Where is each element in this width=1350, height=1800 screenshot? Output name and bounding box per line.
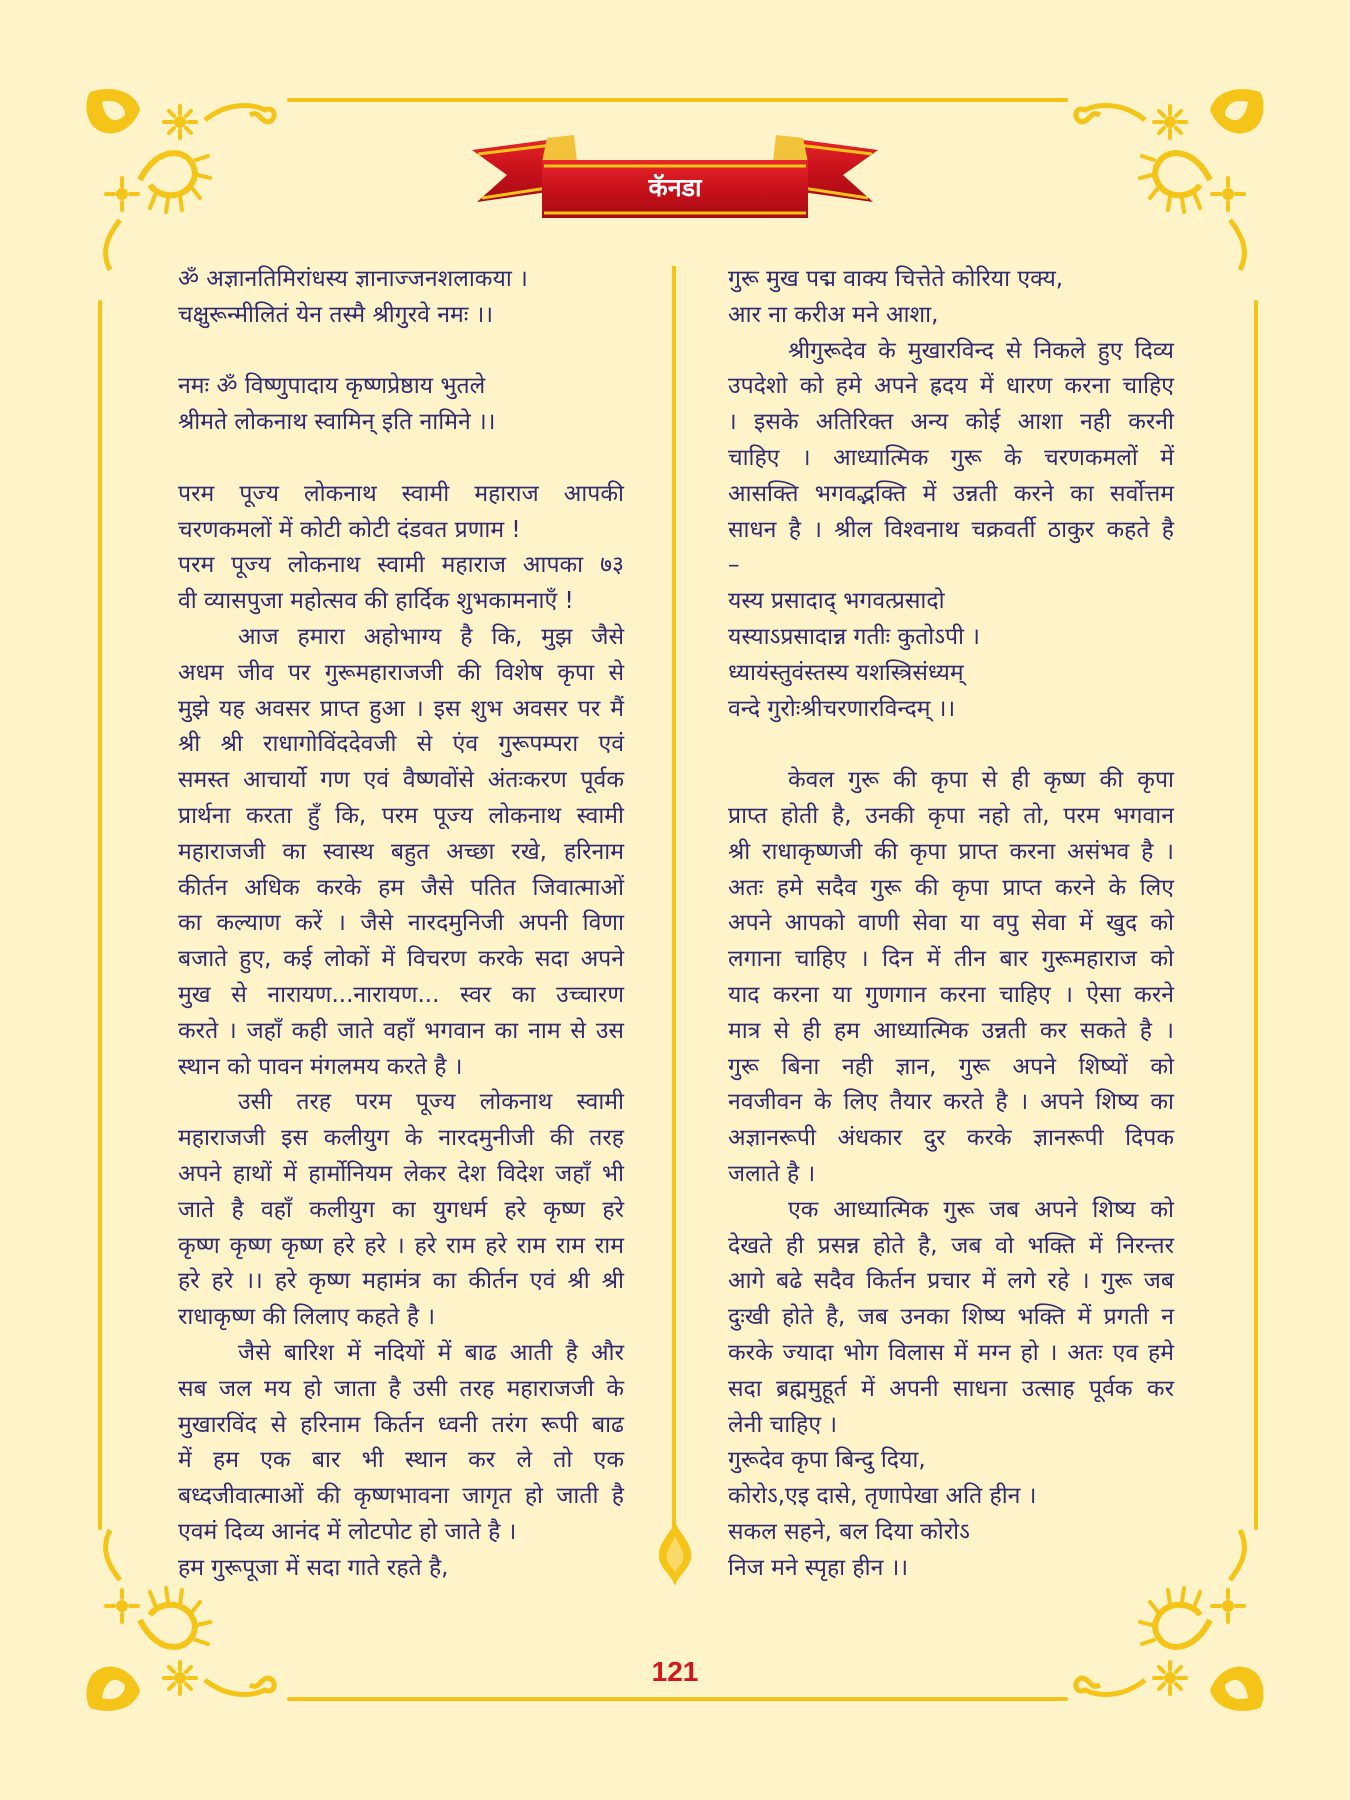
blank-line — [178, 334, 624, 370]
text-line: मात्र से ही हम आध्यात्मिक उन्नती कर सकते है । — [728, 1017, 1174, 1044]
text-line: आर ना करीअ मने आशा, — [728, 301, 939, 328]
text-line: प्रार्थना करता हुँ कि, परम पूज्य लोकनाथ स्वामी — [178, 802, 624, 829]
text-line: का कल्याण करें । जैसे नारदमुनिजी अपनी विणा — [178, 910, 624, 937]
text-line: नवजीवन के लिए तैयार करते है । अपने शिष्य का — [728, 1089, 1174, 1116]
text-line: हरे हरे ।। हरे कृष्ण महामंत्र का कीर्तन एवं श्री श्री — [178, 1268, 624, 1295]
text-line: केवल गुरू की कृपा से ही कृष्ण की कृपा — [788, 767, 1174, 794]
text-line: एक आध्यात्मिक गुरू जब अपने शिष्य को — [788, 1196, 1174, 1223]
text-line: श्री श्री राधागोविंददेवजी से एंव गुरूपम्परा एवं — [178, 731, 624, 758]
text-line: करके ज्यादा भोग विलास में मग्न हो । अतः एव हमे — [728, 1339, 1174, 1366]
text-line: लगाना चाहिए । दिन में तीन बार गुरूमहाराज को — [728, 946, 1174, 973]
text-line: स्थान को पावन मंगलमय करते है । — [178, 1053, 463, 1080]
text-line: कीर्तन अधिक करके हम जैसे पतित जिवात्माओं — [178, 874, 624, 901]
text-line: करते । जहाँ कही जाते वहाँ भगवान का नाम से उस — [178, 1017, 624, 1044]
text-line: वी व्यासपुजा महोत्सव की हार्दिक शुभकामनाएँ ! — [178, 588, 574, 615]
text-line: श्रीगुरूदेव के मुखारविन्द से निकले हुए दिव्य — [788, 337, 1174, 364]
text-line: गुरू मुख पद्म वाक्य चित्तेते कोरिया एक्य, — [728, 266, 1064, 292]
text-line: लेनी चाहिए । — [728, 1411, 838, 1438]
text-line: प्राप्त होती है, उनकी कृपा नहो तो, परम भगवान — [728, 802, 1174, 829]
section-banner — [462, 130, 888, 222]
text-line: आसक्ति भगवद्भक्ति में उन्नती करने का सर्वोत्तम — [728, 480, 1174, 507]
text-line: महाराजजी इस कलीयुग के नारदमुनीजी की तरह — [178, 1125, 624, 1152]
text-line: याद करना या गुणगान करना चाहिए । ऐसा करने — [728, 981, 1174, 1008]
text-line: यस्य प्रसादाद् भगवत्प्रसादो — [728, 588, 945, 615]
text-line: कोरोऽ,एइ दासे, तृणापेखा अति हीन । — [728, 1483, 1037, 1510]
text-line: नमः ॐ विष्णुपादाय कृष्णप्रेष्ठाय भुतले — [178, 373, 486, 400]
text-line: ध्यायंस्तुवंस्तस्य यशस्त्रिसंध्यम् — [728, 659, 964, 686]
corner-ornament-icon — [80, 80, 280, 280]
text-line: मुझे यह अवसर प्राप्त हुआ । इस शुभ अवसर पर मैं — [178, 695, 624, 722]
text-line: कृष्ण कृष्ण कृष्ण हरे हरे । हरे राम हरे राम राम राम — [178, 1232, 624, 1259]
text-line: जाते है वहाँ कलीयुग का युगधर्म हरे कृष्ण हरे — [178, 1196, 624, 1223]
text-line: राधाकृष्ण की लिलाए कहते है । — [178, 1304, 436, 1331]
text-line: सदा ब्रह्ममुहूर्त में अपनी साधना उत्साह पूर्वक कर — [728, 1375, 1174, 1402]
text-line: में हम एक बार भी स्थान कर ले तो एक — [178, 1447, 624, 1474]
text-line: चरणकमलों में कोटी कोटी दंडवत प्रणाम ! — [178, 516, 521, 543]
text-line: अपने हाथों में हार्मोनियम लेकर देश विदेश जहाँ भी — [178, 1160, 624, 1187]
text-line: परम पूज्य लोकनाथ स्वामी महाराज आपकी — [178, 480, 624, 507]
text-line: अधम जीव पर गुरूमहाराजजी की विशेष कृपा से — [178, 659, 624, 686]
text-line: महाराजजी का स्वास्थ बहुत अच्छा रखे, हरिनाम — [178, 838, 624, 865]
text-line: – — [728, 552, 740, 579]
text-line: हम गुरूपूजा में सदा गाते रहते है, — [178, 1554, 449, 1581]
text-line: बध्दजीवात्माओं की कृष्णभावना जागृत हो जाती है — [178, 1483, 624, 1510]
text-line: गुरू बिना नही ज्ञान, गुरू अपने शिष्यों को — [728, 1053, 1174, 1080]
text-line: श्रीमते लोकनाथ स्वामिन् इति नामिने ।। — [178, 409, 496, 436]
text-line: मुखारविंद से हरिनाम किर्तन ध्वनी तरंग रूपी बाढ — [178, 1411, 624, 1438]
column-divider — [672, 266, 676, 1532]
text-line: अतः हमे सदैव गुरू की कृपा प्राप्त करने के लिए — [728, 874, 1174, 901]
text-line: मुख से नारायण...नारायण... स्वर का उच्चारण — [178, 981, 624, 1008]
text-line: सब जल मय हो जाता है उसी तरह महाराजजी के — [178, 1375, 624, 1402]
text-line: साधन है । श्रील विश्वनाथ चक्रवर्ती ठाकुर कहते है — [728, 516, 1174, 543]
text-line: सकल सहने, बल दिया कोरोऽ — [728, 1518, 970, 1545]
text-line: जलाते है । — [728, 1160, 816, 1187]
text-line: आज हमारा अहोभाग्य है कि, मुझ जैसे — [238, 623, 624, 650]
text-line: एवमं दिव्य आनंद में लोटपोट हो जाते है । — [178, 1518, 517, 1545]
left-border-line — [98, 300, 102, 1530]
text-line: अपने आपको वाणी सेवा या वपु सेवा में खुद को — [728, 910, 1174, 937]
right-text-column — [728, 262, 1174, 1586]
left-text-column — [178, 262, 624, 1586]
blank-line — [728, 727, 1174, 763]
text-line: निज मने स्पृहा हीन ।। — [728, 1554, 909, 1581]
text-line: ॐ अज्ञानतिमिरांधस्य ज्ञानाज्जनशलाकया । — [178, 266, 528, 292]
text-line: उसी तरह परम पूज्य लोकनाथ स्वामी — [238, 1089, 624, 1116]
text-line: यस्याऽप्रसादान्न गतीः कुतोऽपी । — [728, 623, 981, 650]
banner-title: कॅनडा — [648, 173, 702, 202]
teardrop-ornament-icon — [655, 1520, 695, 1586]
text-line: चक्षुरून्मीलितं येन तस्मै श्रीगुरवे नमः ।। — [178, 301, 494, 328]
text-line: समस्त आचार्यो गण एवं वैष्णवोंसे अंतःकरण पूर्वक — [178, 767, 624, 794]
text-line: । इसके अतिरिक्त अन्य कोई आशा नही करनी — [728, 409, 1174, 436]
text-line: देखते ही प्रसन्न होते है, जब वो भक्ति में निरन्तर — [728, 1232, 1174, 1259]
text-line: अज्ञानरूपी अंधकार दुर करके ज्ञानरूपी दिपक — [728, 1125, 1174, 1152]
bottom-border-line — [287, 1697, 1068, 1701]
top-border-line — [287, 98, 1068, 102]
corner-ornament-icon — [1070, 80, 1270, 280]
text-line: दुःखी होते है, जब उनका शिष्य भक्ति में प्रगती न — [728, 1304, 1174, 1331]
blank-line — [178, 441, 624, 477]
text-line: बजाते हुए, कई लोकों में विचरण करके सदा अपने — [178, 946, 624, 973]
text-line: श्री राधाकृष्णजी की कृपा प्राप्त करना असंभव है । — [728, 838, 1174, 865]
right-border-line — [1254, 300, 1258, 1530]
text-line: आगे बढे सदैव किर्तन प्रचार में लगे रहे । गुरू जब — [728, 1268, 1174, 1295]
text-line: परम पूज्य लोकनाथ स्वामी महाराज आपका ७३ — [178, 552, 624, 579]
text-line: उपदेशो को हमे अपने ह्रदय में धारण करना चाहिए — [728, 373, 1174, 400]
text-line: चाहिए । आध्यात्मिक गुरू के चरणकमलों में — [728, 444, 1174, 471]
text-line: गुरूदेव कृपा बिन्दु दिया, — [728, 1447, 926, 1474]
page-number: 121 — [651, 1656, 699, 1687]
text-line: जैसे बारिश में नदियों में बाढ आती है और — [238, 1339, 624, 1366]
text-line: वन्दे गुरोःश्रीचरणारविन्दम् ।। — [728, 695, 956, 722]
